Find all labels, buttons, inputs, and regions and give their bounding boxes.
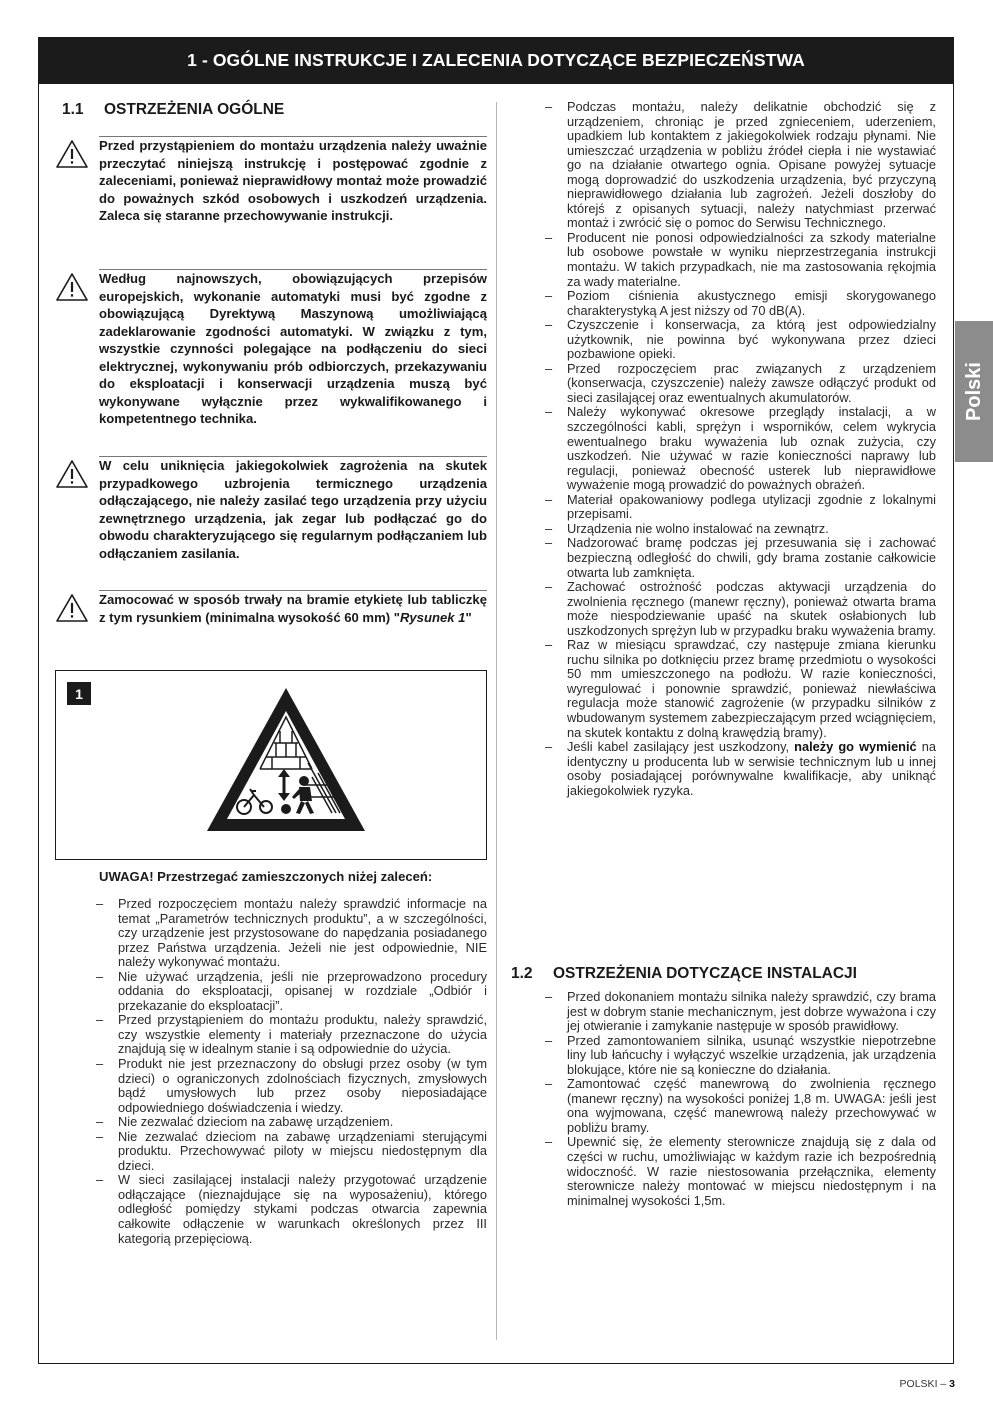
section-number: 1.2 xyxy=(511,965,533,982)
warning-text xyxy=(99,591,487,626)
item-text: Jeśli kabel zasilający jest uszkodzony, xyxy=(567,739,795,755)
warning-text: W celu uniknięcia jakiegokolwiek zagrożenia na skutek przypadkowego uzbrojenia termicznego urządzenia odłączającego, nie należy zasilać tego urządzenia przy użyciu zewnętrznego urządzenia, jak zegar lub podłączać go do obwodu charakteryzującego się regularnym podłączaniem lub odłączaniem zasilania. xyxy=(99,458,487,561)
warning-block xyxy=(55,136,487,256)
list-item: – Należy wykonywać okresowe przeglądy instalacji, a w szczególności kabli, sprężyn i wsporników, celem wykrycia ewentualnego braku wyważenia lub oznak zużycia, czy uszkodzeń. Nie używać w razie konieczności naprawy lub regulacji, ponieważ obecność usterek lub nieprawidłowe wyważenie mogą prowadzić do poważnych obrażeń. xyxy=(542,405,936,492)
figure-reference: Rysunek 1 xyxy=(399,609,466,625)
list-item: – Urządzenia nie wolno instalować na zewnątrz. xyxy=(542,522,936,537)
list-item: – Nadzorować bramę podczas jej przesuwania się i zachować bezpieczną odległość do chwili, gdy brama zostanie całkowicie otwarta lub zamknięta. xyxy=(542,536,936,580)
list-item: – Producent nie ponosi odpowiedzialności za szkody materialne lub osobowe powstałe w wyniku nieprzestrzegania instrukcji montażu. W takich przypadkach, nie ma zastosowania rękojmia za wady materialne. xyxy=(542,231,936,289)
list-item: – W sieci zasilającej instalacji należy przygotować urządzenie odłączające (nieznajdujące się na wyposażeniu), którego odległość pomiędzy stykami podczas otwarcia zapewnia całkowite odłączenie w warunkach określonych przez III kategorią przepięciową. xyxy=(93,1173,487,1246)
warning-triangle-icon xyxy=(55,593,89,623)
warning-triangle-icon xyxy=(55,459,89,489)
chapter-banner xyxy=(38,37,954,84)
gate-safety-label-icon xyxy=(204,685,368,835)
list-item: – Nie zezwalać dzieciom na zabawę urządzeniem. xyxy=(93,1115,487,1130)
list-item: – Materiał opakowaniowy podlega utylizacji zgodnie z lokalnymi przepisami. xyxy=(542,493,936,522)
language-tab-label: Polski xyxy=(962,362,985,421)
right-precautions-list xyxy=(542,100,936,798)
item-emphasis: należy go wymienić xyxy=(794,739,917,755)
section-heading-1-2 xyxy=(511,965,857,983)
list-item: – Zachować ostrożność podczas aktywacji urządzenia do zwolnienia ręcznego (manewr ręczny), ponieważ otwarta brama może niespodziewanie upaść na skutek osłabionych lub uszkodzonych sprężyn lub w przypadku braku wyważenia bramy. xyxy=(542,580,936,638)
list-item: – Podczas montażu, należy delikatnie obchodzić się z urządzeniem, chroniąc je przed zgnieceniem, uderzeniem, upadkiem lub kontaktem z jakiegokolwiek rodzaju płynami. Nie umieszczać urządzenia w pobliżu źródeł ciepła i nie wystawiać go na działanie otwartego ognia. Opisane powyżej sytuacje mogą doprowadzić do uszkodzenia urządzenia, być przyczyną nieprawidłowego działania lub zagrożeń. Jeżeli doszłoby do którejś z opisanych sytuacji, należy natychmiast przerwać montaż i zwrócić się o pomoc do Serwisu Technicznego. xyxy=(542,100,936,231)
list-item: – Przed rozpoczęciem montażu należy sprawdzić informacje na temat „Parametrów technicznych produktu”, a w szczególności, czy urządzenie jest przystosowane do napędzania posiadanego przez Państwa urządzenia. Jeżeli nie jest odpowiednie, NIE należy wykonywać montażu. xyxy=(93,897,487,970)
item-text: na identyczny u producenta lub w serwisie technicznym lub u innej osoby posiadającej porównywalne kwalifikacje, aby uniknąć jakiegokolwiek ryzyka. xyxy=(567,739,936,798)
figure-1 xyxy=(55,670,487,860)
section-heading-1-1 xyxy=(62,101,284,119)
column-divider xyxy=(496,102,497,1340)
warning-text: Według najnowszych, obowiązujących przepisów europejskich, wykonanie automatyki musi być zgodne z obowiązującą Dyrektywą Maszynową umożliwiającą zadeklarowanie zgodności automatyki. W związku z tym, wszystkie czynności polegające na podłączeniu do sieci elektrycznej, wykonywaniu prób odbiorczych, przekazywaniu do eksploatacji i konserwacji urządzenia muszą być wykonywane wyłącznie przez wykwalifikowanego i kompetentnego technika. xyxy=(99,271,487,426)
warning-triangle-icon xyxy=(55,139,89,169)
language-tab xyxy=(955,321,993,462)
list-item: – Raz w miesiącu sprawdzać, czy następuje zmiana kierunku ruchu silnika po dotknięciu przez bramę przedmiotu o wysokości 50 mm umieszczonego na podłożu. W razie konieczności, wyregulować i ponownie sprawdzić, ponieważ niewłaściwa regulacja może stanowić zagrożenie (w przypadku silników z wbudowanym systemem zabezpieczającym przed wciągnięciem, na skutek kontaktu z dolną krawędzią bramy). xyxy=(542,638,936,740)
list-item: – Poziom ciśnienia akustycznego emisji skorygowanego charakterystyką A jest niższy od 70 dB(A). xyxy=(542,289,936,318)
list-item: – Nie używać urządzenia, jeśli nie przeprowadzono procedury oddania do eksploatacji, opisanej w rozdziale „Odbiór i przekazanie do eksploatacji”. xyxy=(93,970,487,1014)
list-item: – Nie zezwalać dzieciom na zabawę urządzeniami sterującymi produktu. Przechowywać piloty w miejscu niedostępnym dla dzieci. xyxy=(93,1130,487,1174)
installation-list xyxy=(542,990,936,1208)
section-title: OSTRZEŻENIA DOTYCZĄCE INSTALACJI xyxy=(553,965,857,982)
list-item: – Przed zamontowaniem silnika, usunąć wszystkie niepotrzebne liny lub łańcuchy i wyłączyć wszelkie urządzenia, jak urządzenia blokujące, które nie są konieczne do działania. xyxy=(542,1034,936,1078)
left-precautions-list xyxy=(93,897,487,1246)
list-item: – Przed przystąpieniem do montażu produktu, należy sprawdzić, czy wszystkie elementy i materiały przeznaczone do użycia znajdują się w idealnym stanie i są odpowiednie do użycia. xyxy=(93,1013,487,1057)
section-number: 1.1 xyxy=(62,101,84,118)
list-item xyxy=(542,740,936,798)
section-title: OSTRZEŻENIA OGÓLNE xyxy=(104,101,285,118)
caution-heading: UWAGA! Przestrzegać zamieszczonych niżej zaleceń: xyxy=(99,869,433,884)
footer-label: POLSKI – xyxy=(899,1378,950,1390)
closing-quote: " xyxy=(465,609,472,625)
list-item: – Przed rozpoczęciem prac związanych z urządzeniem (konserwacja, czyszczenie) należy zawsze odłączyć produkt od sieci zasilającej oraz ewentualnych akumulatorów. xyxy=(542,362,936,406)
warning-label-text: Zamocować w sposób trwały na bramie etykietę lub tabliczkę z tym rysunkiem (minimalna wysokość 60 mm) " xyxy=(99,592,487,625)
warning-triangle-icon xyxy=(55,272,89,302)
list-item: – Upewnić się, że elementy sterownicze znajdują się z dala od części w ruchu, umożliwiając w każdym razie ich bezpośrednią widoczność. W razie niestosowania przełącznika, elementy sterownicze należy montować w miejscu niedostępnym i na minimalnej wysokości 1,5m. xyxy=(542,1135,936,1208)
warning-block xyxy=(55,590,487,650)
figure-number: 1 xyxy=(67,682,91,705)
page-footer xyxy=(900,1378,955,1390)
warning-block xyxy=(55,456,487,576)
list-item: – Produkt nie jest przeznaczony do obsługi przez osoby (w tym dzieci) o ograniczonych zdolnościach fizycznych, zmysłowych bądź umysłowych lub przez osoby nieposiadające odpowiedniego doświadczenia i wiedzy. xyxy=(93,1057,487,1115)
list-item: – Czyszczenie i konserwacja, za którą jest odpowiedzialny użytkownik, nie powinna być wykonywana przez dzieci pozbawione opieki. xyxy=(542,318,936,362)
warning-block xyxy=(55,269,487,441)
list-item: – Przed dokonaniem montażu silnika należy sprawdzić, czy brama jest w dobrym stanie mechanicznym, jest dobrze wyważona i czy jej otwieranie i zamykanie następuje w sposób prawidłowy. xyxy=(542,990,936,1034)
page-number: 3 xyxy=(949,1378,955,1390)
chapter-title: 1 - OGÓLNE INSTRUKCJE I ZALECENIA DOTYCZĄCE BEZPIECZEŃSTWA xyxy=(187,50,805,70)
list-item: – Zamontować część manewrową do zwolnienia ręcznego (manewr ręczny) na wysokości poniżej 1,8 m. UWAGA: jeśli jest ona wyjmowana, część manewrową należy przechowywać w pobliżu bramy. xyxy=(542,1077,936,1135)
warning-text: Przed przystąpieniem do montażu urządzenia należy uważnie przeczytać niniejszą instrukcję i postępować zgodnie z zaleceniami, ponieważ nieprawidłowy montaż może prowadzić do poważnych szkód osobowych i uszkodzeń urządzenia. Zaleca się staranne przechowywanie instrukcji. xyxy=(99,138,487,223)
